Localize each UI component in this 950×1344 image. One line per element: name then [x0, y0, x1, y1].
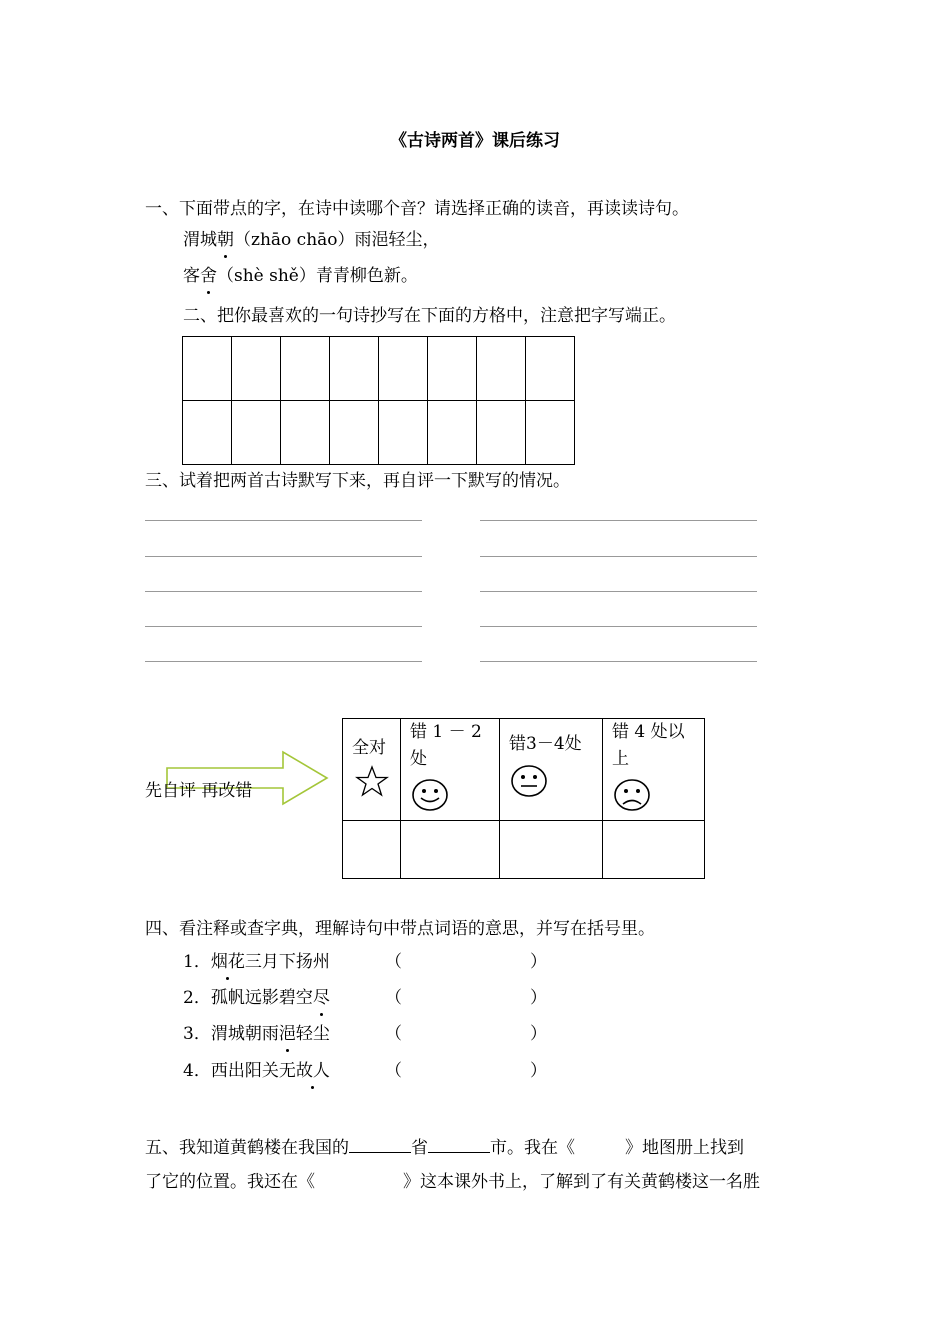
answer-line[interactable] [480, 520, 757, 521]
q2-prompt: 二、把你最喜欢的一句诗抄写在下面的方格中，注意把字写端正。 [183, 306, 676, 326]
q5-part1: 五、我知道黄鹤楼在我国的 [145, 1138, 349, 1158]
answer-paren-close: ） [530, 1061, 547, 1081]
grid-cell[interactable] [232, 401, 281, 465]
grid-cell[interactable] [526, 337, 575, 401]
q4-item-num: 1． [183, 952, 211, 972]
answer-paren-open: （ [385, 1061, 402, 1081]
eval-col-1-2-errors [401, 719, 500, 821]
sad-face-icon [612, 777, 652, 813]
neutral-face-icon [509, 763, 549, 799]
province-blank[interactable] [349, 1134, 411, 1153]
grid-cell[interactable] [232, 337, 281, 401]
q4-item-pre: 渭城朝雨 [210, 1024, 279, 1044]
q1-line2-after: （shè shě）青青柳色新。 [217, 266, 418, 286]
q1-line1 [183, 229, 440, 251]
q4-item [183, 1060, 330, 1082]
answer-paren-open: （ [385, 952, 402, 972]
q1-line2 [183, 265, 418, 287]
q1-line1-before: 渭城 [183, 230, 217, 250]
eval-answer-cell[interactable] [343, 821, 401, 879]
q4-item [183, 1023, 330, 1045]
grid-cell[interactable] [428, 337, 477, 401]
q1-line1-after: （zhāo chāo）雨浥轻尘， [234, 230, 440, 250]
grid-cell[interactable] [379, 401, 428, 465]
q4-item [183, 951, 330, 973]
answer-line[interactable] [145, 591, 422, 592]
eval-answer-cell[interactable] [603, 821, 705, 879]
q4-item-pre: 孤帆远影碧空 [210, 988, 313, 1008]
grid-cell[interactable] [281, 337, 330, 401]
answer-line[interactable] [480, 556, 757, 557]
answer-paren-open: （ [385, 1024, 402, 1044]
q4-item-num: 3． [183, 1024, 211, 1044]
grid-cell[interactable] [281, 401, 330, 465]
q5-line2-part2: 》这本课外书上，了解到了有关黄鹤楼这一名胜 [403, 1172, 760, 1192]
q5-part4: 》地图册上找到 [625, 1138, 744, 1158]
grid-cell[interactable] [477, 337, 526, 401]
q4-item-num: 2． [183, 988, 211, 1008]
eval-col3-label: 错3－4处 [509, 734, 582, 754]
grid-cell[interactable] [183, 401, 232, 465]
eval-col4-label-line1: 错 4 处以 [612, 722, 685, 742]
self-eval-table [342, 718, 705, 879]
grid-cell[interactable] [428, 401, 477, 465]
q4-item-dotted: 故人 [295, 1061, 330, 1081]
q5-line2 [145, 1171, 760, 1193]
smile-face-icon [410, 777, 450, 813]
answer-paren-close: ） [530, 988, 547, 1008]
q4-item [183, 987, 330, 1009]
q5-part2: 省 [411, 1138, 428, 1158]
eval-col1-label: 全对 [352, 738, 386, 758]
eval-answer-cell[interactable] [500, 821, 603, 879]
eval-col4-label-line2: 上 [612, 749, 629, 769]
page-title: 《古诗两首》课后练习 [390, 131, 560, 151]
answer-line[interactable] [145, 626, 422, 627]
q5-line1 [145, 1134, 744, 1159]
star-icon [355, 765, 389, 797]
q4-item-dotted: 烟花 [210, 952, 245, 972]
grid-cell[interactable] [379, 337, 428, 401]
answer-line[interactable] [145, 556, 422, 557]
grid-cell[interactable] [477, 401, 526, 465]
answer-line[interactable] [145, 661, 422, 662]
q1-line1-dotted: 朝 [217, 230, 234, 250]
q4-item-pre: 西出阳关无 [210, 1061, 296, 1081]
eval-answer-cell[interactable] [401, 821, 500, 879]
answer-paren-close: ） [530, 1024, 547, 1044]
city-blank[interactable] [428, 1134, 490, 1153]
eval-col-all-correct [343, 719, 401, 821]
q5-part3: 市。我在《 [490, 1138, 575, 1158]
answer-paren-open: （ [385, 988, 402, 1008]
grid-cell[interactable] [183, 337, 232, 401]
q3-prompt: 三、试着把两首古诗默写下来，再自评一下默写的情况。 [145, 471, 570, 491]
q1-line2-dotted: 舍 [200, 266, 217, 286]
answer-line[interactable] [480, 591, 757, 592]
writing-grid [182, 336, 575, 465]
q4-item-dotted: 浥 [278, 1024, 296, 1044]
grid-cell[interactable] [330, 401, 379, 465]
eval-col-3-4-errors [500, 719, 603, 821]
q5-line2-part1: 了它的位置。我还在《 [145, 1172, 315, 1192]
answer-line[interactable] [145, 520, 422, 521]
self-eval-label: 先自评 再改错 [145, 781, 253, 801]
grid-cell[interactable] [330, 337, 379, 401]
answer-line[interactable] [480, 661, 757, 662]
grid-cell[interactable] [526, 401, 575, 465]
eval-col2-label-line1: 错 1 － 2 [410, 722, 482, 742]
answer-paren-close: ） [530, 952, 547, 972]
eval-col-4-plus-errors [603, 719, 705, 821]
q1-prompt: 一、下面带点的字，在诗中读哪个音？请选择正确的读音，再读读诗句。 [145, 199, 689, 219]
q4-item-dotted: 尽 [312, 988, 330, 1008]
q1-line2-before: 客 [183, 266, 200, 286]
q4-item-post: 三月下扬州 [244, 952, 330, 972]
q4-item-post: 轻尘 [295, 1024, 330, 1044]
eval-col2-label-line2: 处 [410, 749, 427, 769]
q4-item-num: 4． [183, 1061, 211, 1081]
answer-line[interactable] [480, 626, 757, 627]
q4-prompt: 四、看注释或查字典，理解诗句中带点词语的意思，并写在括号里。 [145, 919, 655, 939]
